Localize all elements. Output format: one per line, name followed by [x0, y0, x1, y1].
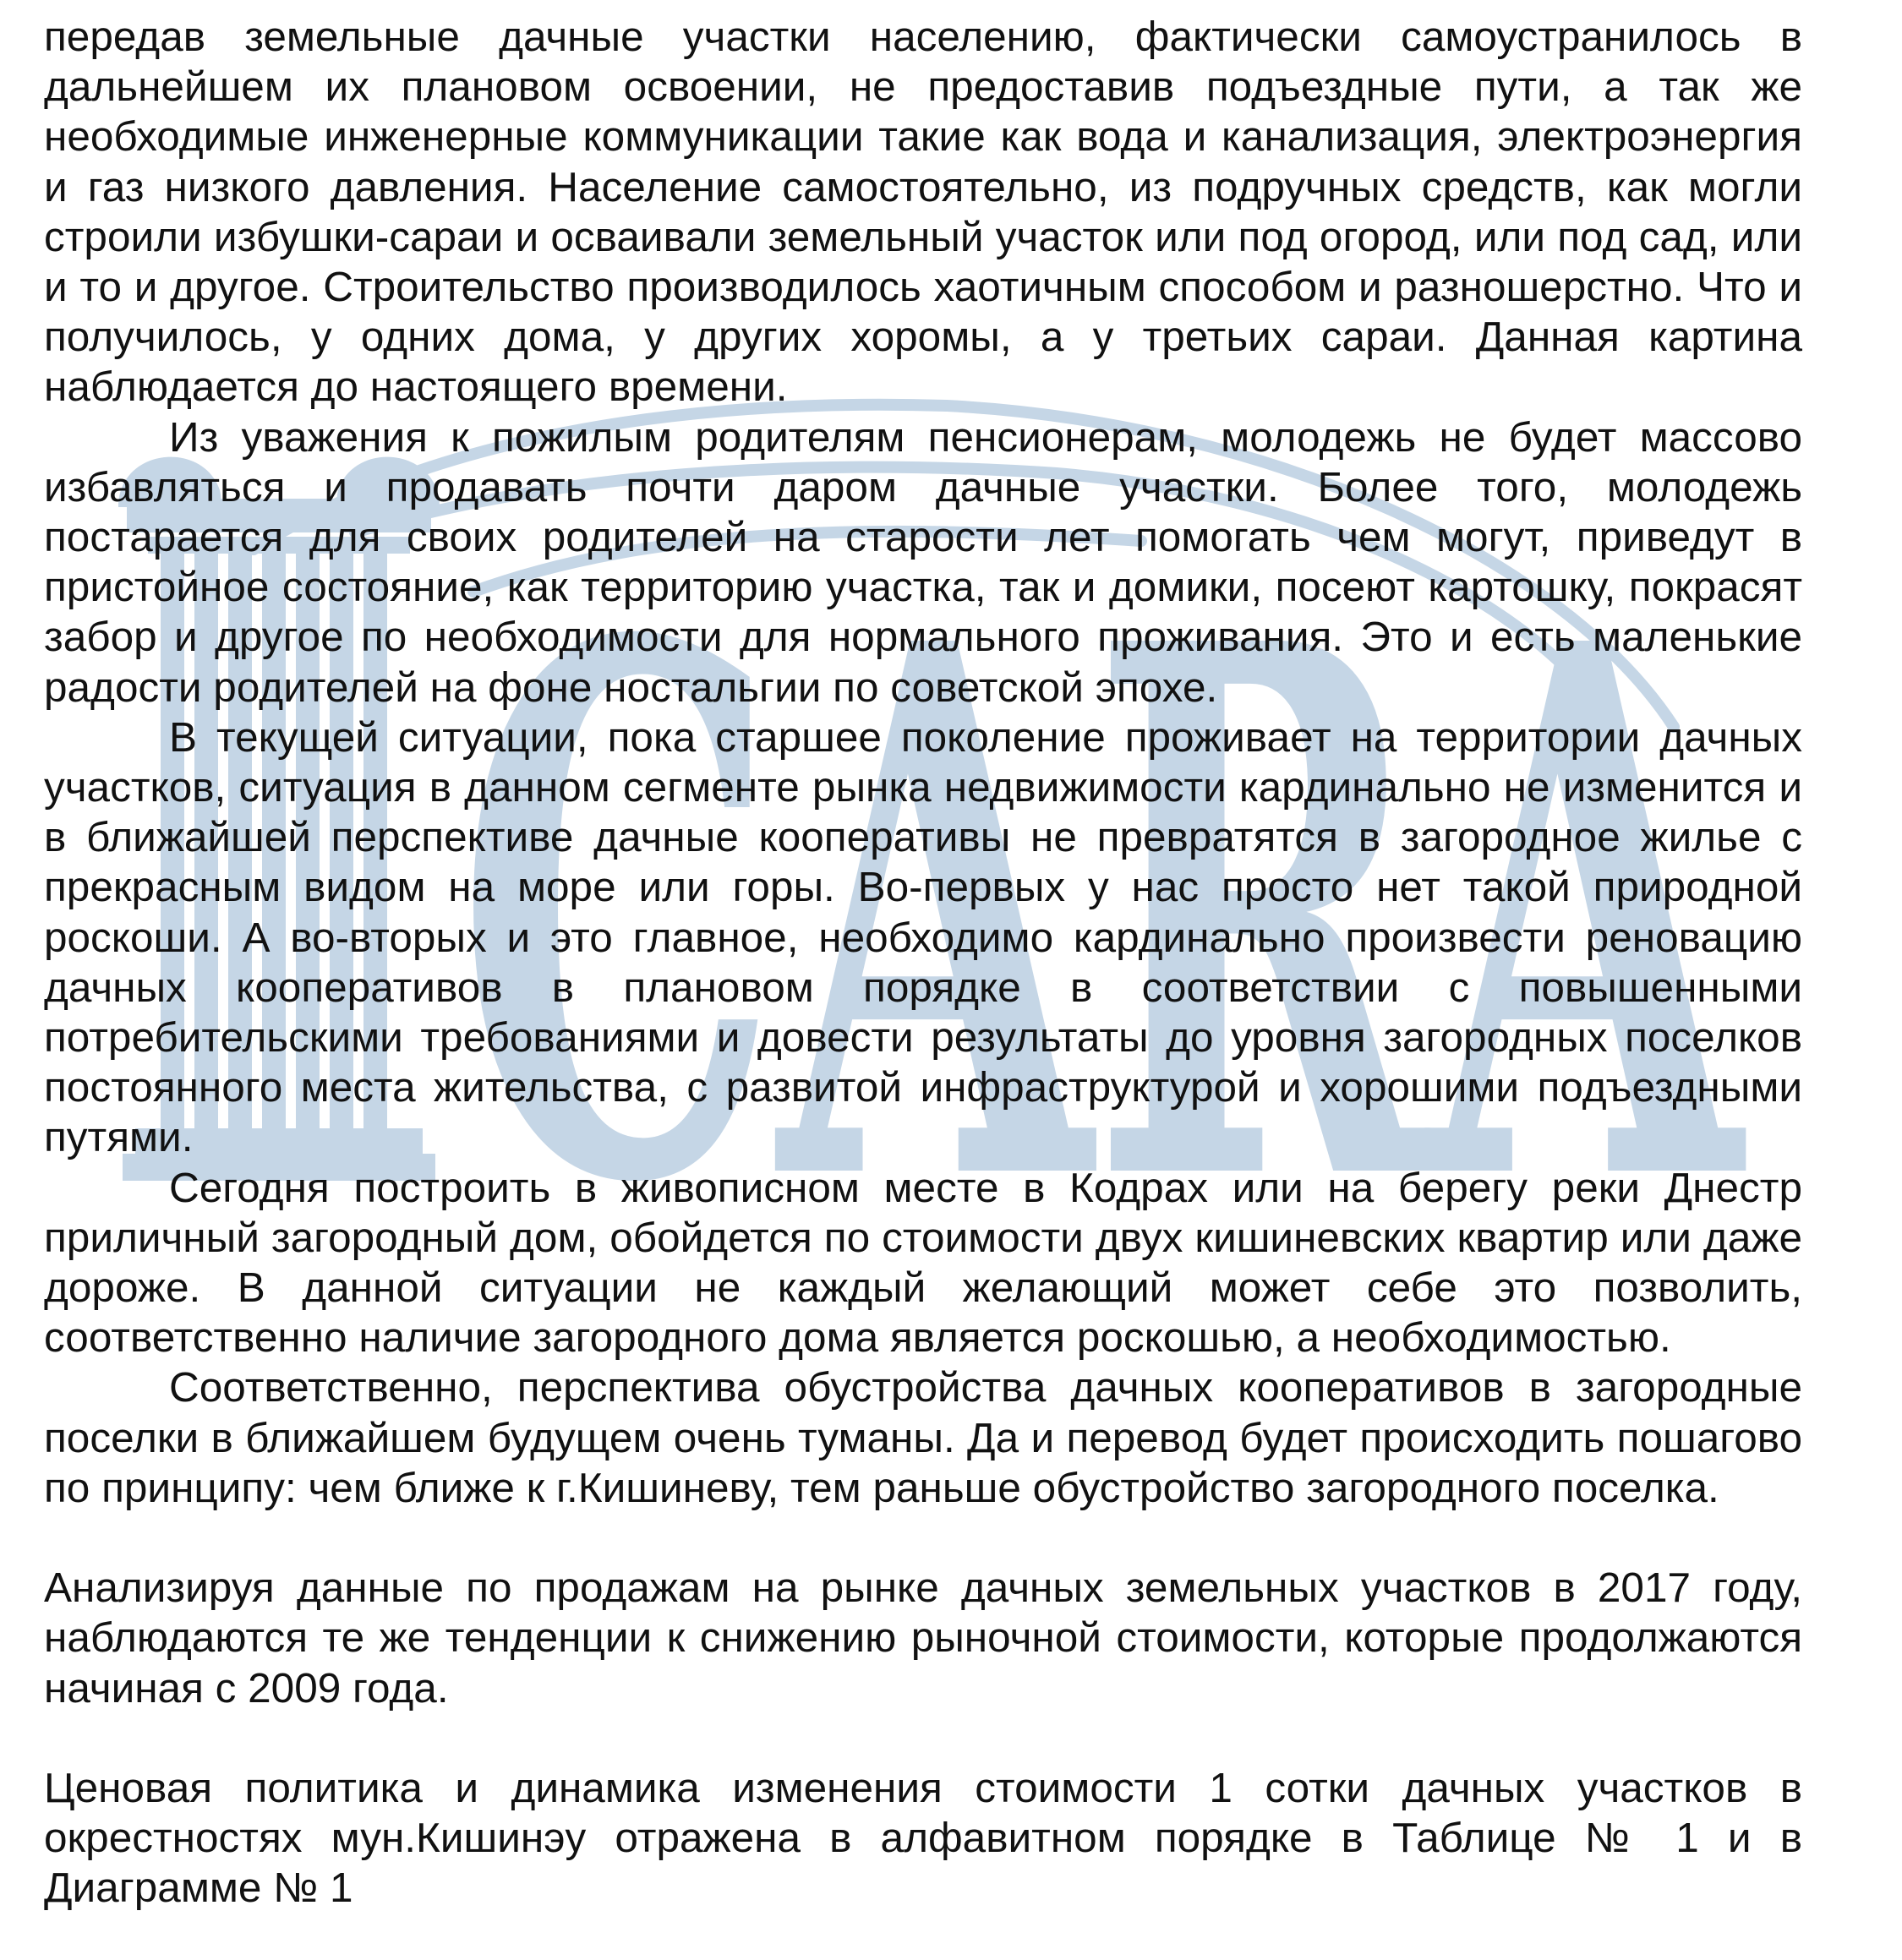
watermark-text: CARA	[456, 488, 1751, 1342]
paragraph-5: Соответственно, перспектива обустройства дачных кооперативов в загородные поселки в ближайшем будущем очень туманы. Да и перевод будет происходить пошагово по принципу: чем ближе к г.Кишиневу, тем раньше обустройство загородного поселка.	[44, 1364, 1802, 1511]
paragraph-4: Сегодня построить в живописном месте в Кодрах или на берегу реки Днестр приличный загородный дом, обойдется по стоимости двух кишиневских квартир или даже дороже. В данной ситуации не каждый желающий может себе это позволить, соответственно наличие загородного дома является роскошью, а необходимостью.	[44, 1164, 1802, 1362]
document-body	[44, 12, 1802, 1914]
paragraph-spacer	[44, 1713, 1802, 1763]
paragraph-spacer	[44, 1513, 1802, 1563]
paragraph-1: передав земельные дачные участки населению, фактически самоустранилось в дальнейшем их плановом освоении, не предоставив подъездные пути, а так же необходимые инженерные коммуникации такие как вода и канализация, электроэнергия и газ низкого давления. Население самостоятельно, из подручных средств, как могли строили избушки-сараи и осваивали земельный участок или под огород, или под сад, или и то и другое. Строительство производилось хаотичным способом и разношерстно. Что и получилось, у одних дома, у других хоромы, а у третьих сараи. Данная картина наблюдается до настоящего времени.	[44, 14, 1802, 411]
paragraph-6: Анализируя данные по продажам на рынке дачных земельных участков в 2017 году, наблюдаются те же тенденции к снижению рыночной стоимости, которые продолжаются начиная с 2009 года.	[44, 1564, 1802, 1712]
paragraph-2: Из уважения к пожилым родителям пенсионерам, молодежь не будет массово избавляться и продавать почти даром дачные участки. Более того, молодежь постарается для своих родителей на старости лет помогать чем могут, приведут в пристойное состояние, как территорию участка, так и домики, посеют картошку, покрасят забор и другое по необходимости для нормального проживания. Это и есть маленькие радости родителей на фоне ностальгии по советской эпохе.	[44, 413, 1802, 711]
paragraph-3: В текущей ситуации, пока старшее поколение проживает на территории дачных участков, ситуация в данном сегменте рынка недвижимости кардинально не изменится и в ближайшей перспективе дачные кооперативы не превратятся в загородное жилье с прекрасным видом на море или горы. Во-первых у нас просто нет такой природной роскоши. А во-вторых и это главное, необходимо кардинально произвести реновацию дачных кооперативов в плановом порядке в соответствии с повышенными потребительскими требованиями и довести результаты до уровня загородных поселков постоянного места жительства, с развитой инфраструктурой и хорошими подъездными путями.	[44, 713, 1802, 1161]
paragraph-7: Ценовая политика и динамика изменения стоимости 1 сотки дачных участков в окрестностях мун.Кишинэу отражена в алфавитном порядке в Таблице № 1 и в Диаграмме № 1	[44, 1765, 1802, 1912]
